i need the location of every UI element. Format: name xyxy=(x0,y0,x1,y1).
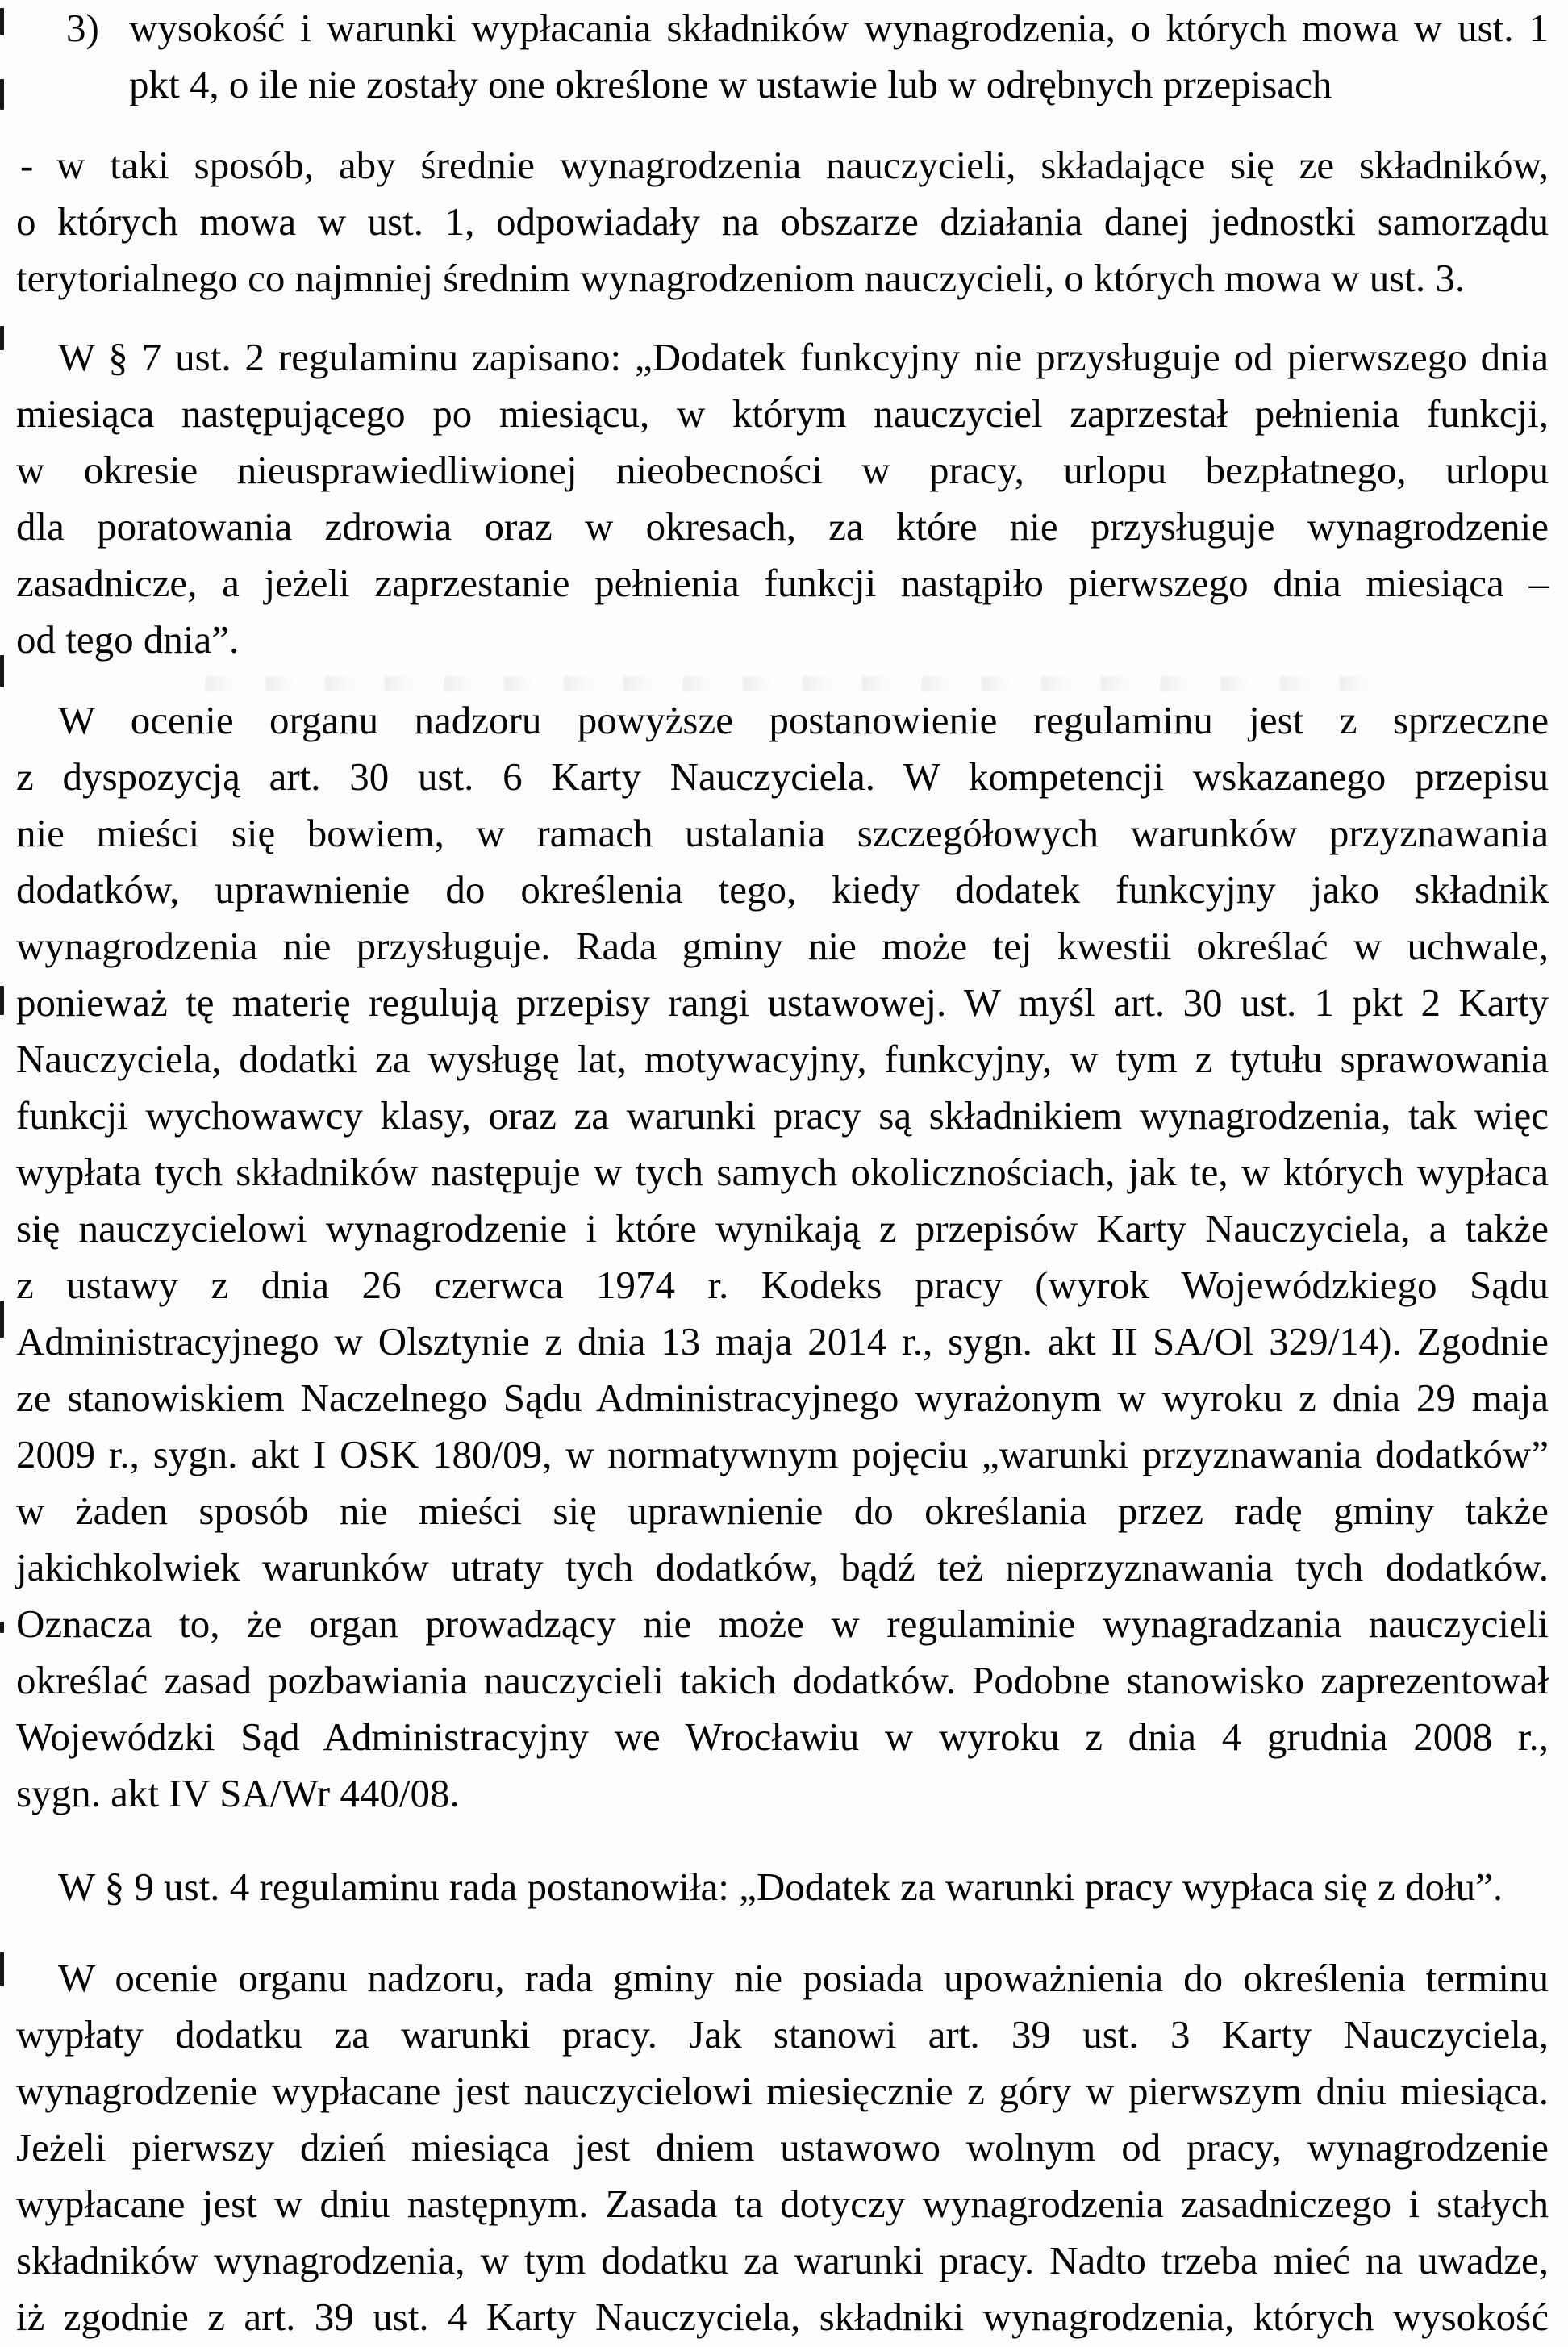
text-line-content: w taki sposób, aby średnie wynagrodzenia nauczycieli, składające się ze składników, xyxy=(56,143,1549,187)
text-line: ponieważ tę materię regulują przepisy rangi ustawowej. W myśl art. 30 ust. 1 pkt 2 Karty xyxy=(16,980,1549,1025)
text-line: się nauczycielowi wynagrodzenie i które wynikają z przepisów Karty Nauczyciela, a także xyxy=(16,1206,1549,1251)
paragraph-assessment-art-30 xyxy=(16,692,1549,1822)
list-item-3 xyxy=(16,0,1549,113)
text-line: określać zasad pozbawiania nauczycieli takich dodatków. Podobne stanowisko zaprezentował xyxy=(16,1658,1549,1702)
text-line: wypłaty dodatku za warunki pracy. Jak stanowi art. 39 ust. 3 Karty Nauczyciela, xyxy=(16,2012,1549,2057)
text-line: W § 9 ust. 4 regulaminu rada postanowiła: „Dodatek za warunki pracy wypłaca się z dołu”. xyxy=(58,1865,1503,1909)
text-line: w żaden sposób nie mieści się uprawnienie do określania przez radę gminy także xyxy=(16,1489,1549,1533)
text-line: Nauczyciela, dodatki za wysługę lat, motywacyjny, funkcyjny, w tym z tytułu sprawowania xyxy=(16,1037,1549,1081)
paragraph-assessment-art-39 xyxy=(16,1950,1549,2345)
text-line: Wojewódzki Sąd Administracyjny we Wrocławiu w wyroku z dnia 4 grudnia 2008 r., xyxy=(16,1714,1549,1759)
scan-smudge xyxy=(206,676,1383,691)
text-line: iż zgodnie z art. 39 ust. 4 Karty Nauczyciela, składniki wynagrodzenia, których wysokość xyxy=(16,2295,1549,2339)
text-line: w okresie nieusprawiedliwionej nieobecności w pracy, urlopu bezpłatnego, urlopu xyxy=(16,448,1549,492)
text-line: W ocenie organu nadzoru, rada gminy nie posiada upoważnienia do określenia terminu xyxy=(58,1956,1549,2000)
text-line: zasadnicze, a jeżeli zaprzestanie pełnienia funkcji nastąpiło pierwszego dnia miesiąca – xyxy=(16,561,1549,605)
text-line: Oznacza to, że organ prowadzący nie może w regulaminie wynagradzania nauczycieli xyxy=(16,1602,1549,1646)
scan-artifact xyxy=(0,1622,4,1633)
text-line: dodatków, uprawnienie do określenia tego, kiedy dodatek funkcyjny jako składnik xyxy=(16,867,1549,912)
text-line: z ustawy z dnia 26 czerwca 1974 r. Kodeks pracy (wyrok Wojewódzkiego Sądu xyxy=(16,1263,1549,1307)
scan-artifact xyxy=(0,79,4,110)
text-line: wypłata tych składników następuje w tych samych okolicznościach, jak te, w których wypłaca xyxy=(16,1150,1549,1194)
text-line-content: wysokość i warunki wypłacania składników wynagrodzenia, o których mowa w ust. 1 xyxy=(129,6,1549,50)
scan-artifact xyxy=(0,8,4,35)
text-line: dla poratowania zdrowia oraz w okresach, za które nie przysługuje wynagrodzenie xyxy=(16,504,1549,549)
text-line: miesiąca następującego po miesiącu, w którym nauczyciel zaprzestał pełnienia funkcji, xyxy=(16,391,1549,436)
text-line xyxy=(16,0,1549,56)
tiret-clause xyxy=(16,137,1549,307)
text-line: pkt 4, o ile nie zostały one określone w ustawie lub w odrębnych przepisach xyxy=(129,62,1332,106)
text-line: składników wynagrodzenia, w tym dodatku za warunki pracy. Nadto trzeba mieć na uwadze, xyxy=(16,2238,1549,2282)
paragraph-regulation-7-2 xyxy=(16,329,1549,668)
text-line: ze stanowiskiem Naczelnego Sądu Administracyjnego wyrażonym w wyroku z dnia 29 maja xyxy=(16,1376,1549,1420)
text-line: od tego dnia”. xyxy=(16,617,240,662)
text-line: Jeżeli pierwszy dzień miesiąca jest dniem ustawowo wolnym od pracy, wynagrodzenie xyxy=(16,2125,1549,2170)
scan-artifact xyxy=(0,655,4,687)
text-line: W § 7 ust. 2 regulaminu zapisano: „Dodatek funkcyjny nie przysługuje od pierwszego dnia xyxy=(58,335,1549,379)
dash-marker: - xyxy=(20,143,34,187)
text-line: o których mowa w ust. 1, odpowiadały na obszarze działania danej jednostki samorządu xyxy=(16,199,1549,244)
text-line: sygn. akt IV SA/Wr 440/08. xyxy=(16,1771,460,1815)
text-line: z dyspozycją art. 30 ust. 6 Karty Nauczyciela. W kompetencji wskazanego przepisu xyxy=(16,754,1549,799)
text-line: wynagrodzenia nie przysługuje. Rada gminy nie może tej kwestii określać w uchwale, xyxy=(16,924,1549,968)
text-line: funkcji wychowawcy klasy, oraz za warunki pracy są składnikiem wynagrodzenia, tak więc xyxy=(16,1093,1549,1138)
scan-artifact xyxy=(0,986,4,1015)
text-line: wypłacane jest w dniu następnym. Zasada ta dotyczy wynagrodzenia zasadniczego i stałych xyxy=(16,2182,1549,2226)
text-line: jakichkolwiek warunków utraty tych dodatków, bądź też nieprzyznawania tych dodatków. xyxy=(16,1545,1549,1589)
text-line: terytorialnego co najmniej średnim wynagrodzeniom nauczycieli, o których mowa w ust. 3. xyxy=(16,256,1466,300)
text-line xyxy=(16,137,1549,194)
text-line: wynagrodzenie wypłacane jest nauczycielowi miesięcznie z góry w pierwszym dniu miesiąca. xyxy=(16,2069,1549,2113)
scan-artifact xyxy=(0,1952,4,1986)
text-line: 2009 r., sygn. akt I OSK 180/09, w normatywnym pojęciu „warunki przyznawania dodatków” xyxy=(16,1432,1549,1476)
text-line: nie mieści się bowiem, w ramach ustalania szczegółowych warunków przyznawania xyxy=(16,811,1549,855)
scan-artifact xyxy=(0,1301,4,1338)
paragraph-regulation-9-4 xyxy=(16,1859,1549,1915)
scan-artifact xyxy=(0,326,4,350)
text-line: Administracyjnego w Olsztynie z dnia 13 maja 2014 r., sygn. akt II SA/Ol 329/14). Zgodnie xyxy=(16,1319,1549,1364)
text-line: W ocenie organu nadzoru powyższe postanowienie regulaminu jest z sprzeczne xyxy=(58,698,1549,742)
list-marker: 3) xyxy=(66,6,99,50)
